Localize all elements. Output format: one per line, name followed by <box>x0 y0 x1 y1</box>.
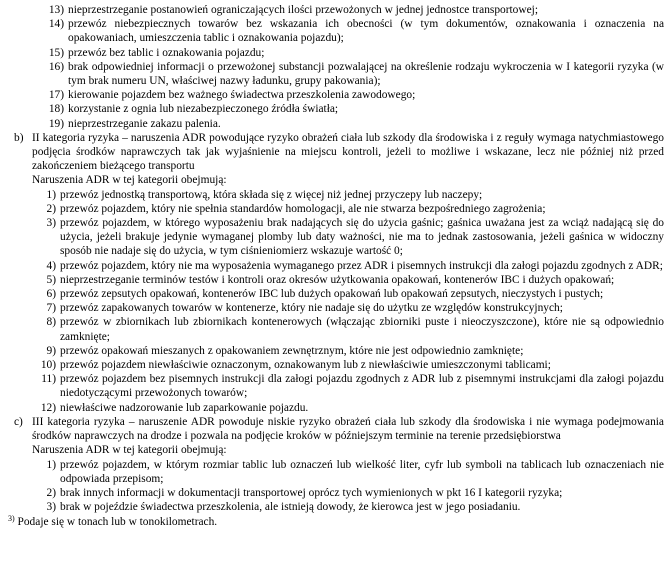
list-item: 15) przewóz bez tablic i oznakowania pojazdu; <box>48 46 265 59</box>
list-item: 2) brak innych informacji w dokumentacji transportowej oprócz tych wymienionych w pkt 16 I kategorii ryzyka; <box>46 486 563 499</box>
section-c-intro: Naruszenia ADR w tej kategorii obejmują: <box>32 444 227 457</box>
list-item: 3) przewóz pojazdem, w którego wyposażeniu brak nadających się do użycia gaśnic; gaśnica uważana jest za wciąż nadającą się do użycia, jeżeli brakuje jedynie wymaganej plomby lub daty ważności, nie ma to jednak zastosowania, jeżeli gaśnica w widoczny sposób nie nadaje się do użycia, w tym ciśnieniomierz wskazuje wartość 0; <box>46 217 664 258</box>
list-item: 13) nieprzestrzeganie postanowień ograniczających ilości przewożonych w jednej jednostce transportowej; <box>48 4 538 16</box>
section-b-intro: Naruszenia ADR w tej kategorii obejmują: <box>32 174 227 187</box>
footnote-text: Podaje się w tonach lub w tonokilometrach. <box>17 516 218 529</box>
list-item: 11) przewóz pojazdem bez pisemnych instrukcji dla załogi pojazdu zgodnych z ADR lub z pisemnymi instrukcjami dla załogi pojazdu niedotyczącymi przewożonych towarów; <box>41 373 664 400</box>
section-b-heading: b) II kategoria ryzyka – naruszenia ADR powodujące ryzyko obrażeń ciała lub szkody dla środowiska i z reguły wymaga natychmiastowego podjęcia środków naprawczych tak jak wyjaśnienie na miejscu kontroli, jeżeli to możliwe i wskazane, lecz nie później niż przed zakończeniem bieżącego transportu <box>14 131 664 173</box>
list-item: 3) brak w pojeździe świadectwa przeszkolenia, ale istnieją dowody, że kierowca jest w jego posiadaniu. <box>46 501 521 514</box>
list-item: 19) nieprzestrzeganie zakazu palenia. <box>48 117 221 130</box>
list-item: 7) przewóz zapakowanych towarów w kontenerze, który nie nadaje się do użytku ze względów konstrukcyjnych; <box>46 302 563 315</box>
list-item: 16) brak odpowiedniej informacji o przewożonej substancji pozwalającej na określenie rodzaju wykroczenia w I kategorii ryzyka (w tym brak numeru UN, właściwej nazwy ładunku, grupy pakowania); <box>48 60 664 88</box>
list-item: 14) przewóz niebezpiecznych towarów bez wskazania ich obecności (w tym dokumentów, oznakowania i oznaczenia na opakowaniach, umieszczenia tablic i oznakowania pojazdu); <box>48 18 664 45</box>
list-item: 4) przewóz pojazdem, który nie ma wyposażenia wymaganego przez ADR i pisemnych instrukcji dla załogi pojazdu zgodnych z ADR; <box>46 259 663 272</box>
list-item: 5) nieprzestrzeganie terminów testów i kontroli oraz okresów użytkowania opakowań, kontenerów IBC i dużych opakowań; <box>46 273 615 286</box>
list-item: 12) niewłaściwe nadzorowanie lub zaparkowanie pojazdu. <box>40 401 309 414</box>
list-item: 17) kierowanie pojazdem bez ważnego świadectwa przeszkolenia zawodowego; <box>48 89 416 102</box>
list-item: 6) przewóz zepsutych opakowań, kontenerów IBC lub dużych opakowań lub opakowań zepsutych, nieczystych i pustych; <box>46 288 604 301</box>
section-a-list <box>8 3 664 131</box>
section-c-list <box>8 458 664 515</box>
footnote <box>8 515 664 529</box>
section-b-list <box>8 188 664 415</box>
list-item: 1) przewóz jednostką transportową, która składa się z więcej niż jednej przyczepy lub naczepy; <box>46 188 483 201</box>
list-item: 1) przewóz pojazdem, w którym rozmiar tablic lub oznaczeń lub wielkość liter, cyfr lub symboli na tablicach lub oznaczeniach nie odpowiada przepisom; <box>46 458 664 485</box>
list-item: 8) przewóz w zbiornikach lub zbiornikach kontenerowych (włączając zbiorniki puste i nieoczyszczone), które nie są odpowiednio zamknięte; <box>46 316 664 343</box>
list-item: 2) przewóz pojazdem, który nie spełnia standardów homologacji, ale nie stwarza bezpośredniego zagrożenia; <box>46 202 546 215</box>
list-item: 18) korzystanie z ognia lub niezabezpieczonego źródła światła; <box>48 103 339 116</box>
list-item: 10) przewóz pojazdem niewłaściwie oznaczonym, oznakowanym lub z niewłaściwie umieszczonymi tablicami; <box>40 359 551 372</box>
section-c-heading: c) III kategoria ryzyka – naruszenie ADR powoduje niskie ryzyko obrażeń ciała lub szkody dla środowiska i nie wymaga podejmowania środków naprawczych na drodze i pozwala na podjęcie kroków w późniejszym terminie na terenie przedsiębiorstwa <box>14 415 664 443</box>
footnote-mark: 3) <box>8 514 15 524</box>
list-item: 9) przewóz opakowań mieszanych z opakowaniem zewnętrznym, które nie jest odpowiednio zamknięte; <box>46 344 524 357</box>
